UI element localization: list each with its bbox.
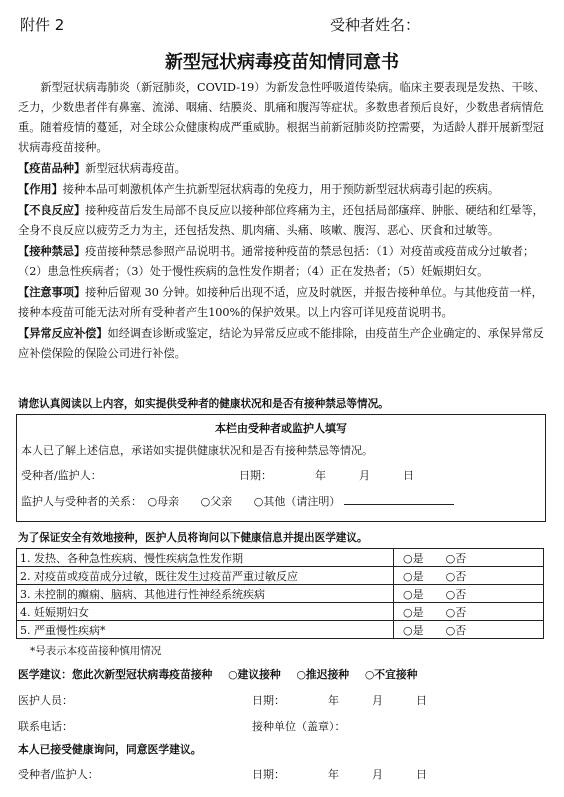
section-tag: 【不良反应】 (18, 203, 86, 217)
section-compensation (18, 323, 546, 364)
question-cell: 2. 对疫苗或疫苗成分过敏，既往发生过疫苗严重过敏反应 (17, 567, 394, 585)
table-row (17, 585, 544, 603)
answer-yes[interactable]: ○是 (403, 623, 424, 637)
page-title: 新型冠状病毒疫苗知情同意书 (165, 52, 399, 73)
answer-no[interactable]: ○否 (445, 569, 467, 583)
advice-option-postpone[interactable]: ○推迟接种 (296, 668, 350, 681)
section-text: 接种本品可刺激机体产生抗新型冠状病毒的免疫力，用于预防新型冠状病毒引起的疾病。 (62, 183, 500, 196)
section-text: 疫苗接种禁忌参照产品说明书。通常接种疫苗的禁忌包括：（1）对疫苗或疫苗成分过敏者；（2）患急性疾病者；（3）处于慢性疾病的急性发作期者；（4）正在发热者；（5）妊娠期妇女。 (18, 245, 535, 278)
answer-cell (394, 549, 544, 567)
section-text: 接种疫苗后发生局部不良反应以接种部位疼痛为主，还包括局部瘙痒、肿胀、硬结和红晕等，全身不良反应以疲劳乏力为主，还包括发热、肌肉痛、头痛、咳嗽、腹泻、恶心、厌食和过敏等。 (18, 204, 544, 237)
section-tag: 【疫苗品种】 (18, 161, 86, 175)
relation-option-mother[interactable]: ○母亲 (147, 495, 180, 508)
section-tag: 【接种禁忌】 (18, 244, 86, 258)
table-row (17, 549, 544, 567)
section-tag: 【注意事项】 (18, 285, 86, 299)
attachment-label: 附件 2 (20, 16, 65, 34)
guardian-year: 年 (315, 469, 326, 482)
staff-label: 医护人员： (18, 694, 73, 707)
guardian-box (16, 414, 546, 522)
answer-cell (394, 603, 544, 621)
answer-cell (394, 621, 544, 639)
section-tag: 【异常反应补偿】 (18, 326, 108, 340)
relation-option-father[interactable]: ○父亲 (200, 495, 233, 508)
answer-no[interactable]: ○否 (445, 623, 467, 637)
section-contraindications (18, 241, 546, 282)
answer-no[interactable]: ○否 (445, 605, 467, 619)
guardian-day: 日 (403, 469, 414, 482)
table-row (17, 567, 544, 585)
answer-yes[interactable]: ○是 (403, 569, 424, 583)
section-precautions (18, 282, 546, 323)
relation-other-blank[interactable] (344, 494, 454, 505)
final-month: 月 (372, 768, 383, 781)
guardian-date-label: 日期： (239, 469, 272, 482)
answer-yes[interactable]: ○是 (403, 587, 424, 601)
staff-date-label: 日期： (252, 694, 285, 707)
relation-label: 监护人与受种者的关系： (21, 495, 142, 508)
section-adverse-reactions (18, 200, 546, 241)
guardian-signer-label: 受种者/监护人： (21, 469, 102, 482)
final-signer-label: 受种者/监护人： (18, 768, 99, 781)
answer-no[interactable]: ○否 (445, 587, 467, 601)
relation-row (21, 493, 454, 509)
advice-option-not-suitable[interactable]: ○不宜接种 (364, 668, 418, 681)
staff-month: 月 (372, 694, 383, 707)
staff-day: 日 (416, 694, 427, 707)
final-date-label: 日期： (252, 768, 285, 781)
guardian-month: 月 (359, 469, 370, 482)
advice-option-recommend[interactable]: ○建议接种 (228, 668, 281, 681)
medical-advice-row (18, 667, 558, 682)
recipient-name-label: 受种者姓名： (330, 16, 421, 34)
guardian-statement: 本人已了解上述信息，承诺如实提供健康状况和是否有接种禁忌等情况。 (21, 444, 373, 457)
intro-paragraph: 新型冠状病毒肺炎（新冠肺炎，COVID-19）为新发急性呼吸道传染病。临床主要表现是发热、干咳、乏力，少数患者伴有鼻塞、流涕、咽痛、结膜炎、肌痛和腹泻等症状。多数患者预后良好，少数患者病情危重。随着疫情的蔓延，对全球公众健康构成严重威胁。根据当前新冠肺炎防控需要，为适龄人群开展新型冠状病毒疫苗接种。 (18, 81, 546, 154)
table-row (17, 603, 544, 621)
section-tag: 【作用】 (18, 182, 63, 196)
read-notice: 请您认真阅读以上内容，如实提供受种者的健康状况和是否有接种禁忌等情况。 (18, 398, 389, 410)
section-text: 新型冠状病毒疫苗。 (85, 162, 186, 175)
accept-text: 本人已接受健康询问，同意医学建议。 (18, 743, 202, 756)
section-text: 接种后留观 30 分钟。如接种后出现不适，应及时就医，并报告接种单位。与其他疫苗一样，接种本疫苗可能无法对所有受种者产生100%的保护效果。以上内容可详见疫苗说明书。 (18, 286, 543, 319)
form-body (18, 78, 546, 364)
answer-yes[interactable]: ○是 (403, 605, 424, 619)
section-text: 如经调查诊断或鉴定，结论为异常反应或不能排除，由疫苗生产企业确定的、承保异常反应补偿保险的保险公司进行补偿。 (18, 327, 544, 360)
footnote: *号表示本疫苗接种慎用情况 (30, 645, 162, 657)
answer-yes[interactable]: ○是 (403, 551, 424, 565)
advice-label: 医学建议：您此次新型冠状病毒疫苗接种 (18, 668, 213, 681)
question-cell: 1. 发热、各种急性疾病、慢性疾病急性发作期 (17, 549, 394, 567)
phone-label: 联系电话： (18, 720, 73, 733)
guardian-box-title: 本栏由受种者或监护人填写 (215, 422, 347, 435)
question-cell: 4. 妊娠期妇女 (17, 603, 394, 621)
section-effect (18, 179, 546, 200)
relation-option-other[interactable]: ○其他（请注明） (253, 495, 341, 508)
staff-year: 年 (328, 694, 339, 707)
question-cell: 5. 严重慢性疾病* (17, 621, 394, 639)
section-vaccine-type (18, 158, 546, 179)
table-row (17, 621, 544, 639)
unit-label: 接种单位（盖章）： (252, 720, 346, 733)
medical-notice: 为了保证安全有效地接种，医护人员将询问以下健康信息并提出医学建议。 (18, 532, 368, 544)
answer-cell (394, 567, 544, 585)
health-question-table (16, 548, 544, 639)
answer-no[interactable]: ○否 (445, 551, 467, 565)
final-year: 年 (328, 768, 339, 781)
question-cell: 3. 未控制的癫痫、脑病、其他进行性神经系统疾病 (17, 585, 394, 603)
final-day: 日 (416, 768, 427, 781)
answer-cell (394, 585, 544, 603)
